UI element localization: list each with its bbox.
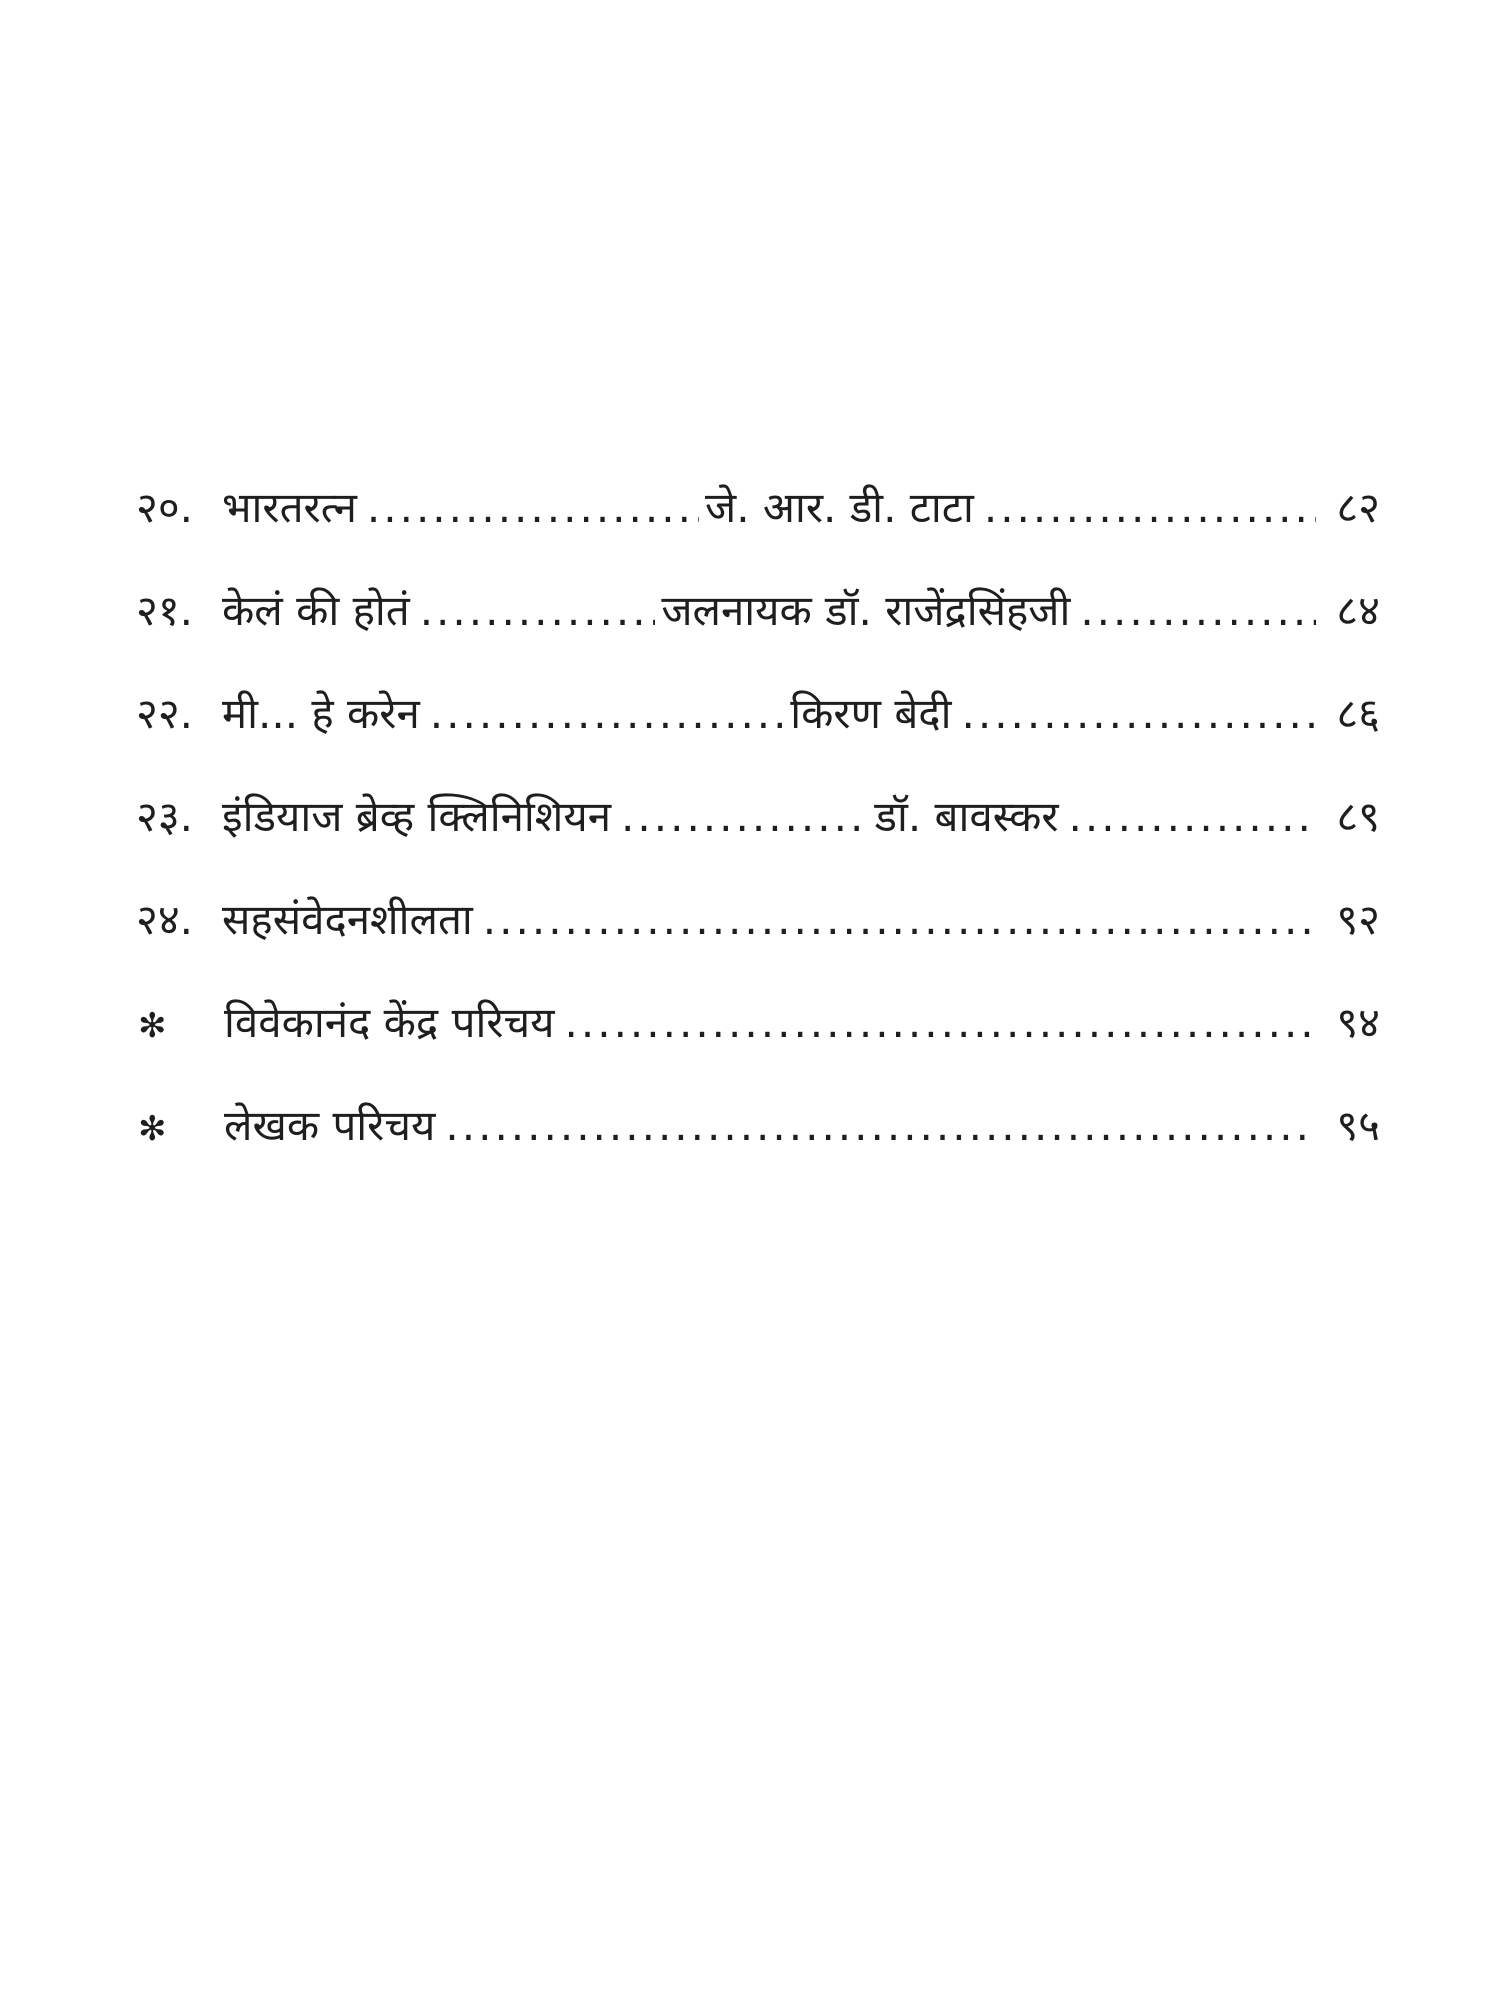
table-of-contents: [136, 478, 1380, 1199]
entry-page-number: ८४: [1336, 586, 1380, 635]
leader-dots: [357, 483, 699, 532]
entry-title: मी... हे करेन: [222, 689, 420, 738]
leader-dots: [435, 1101, 1316, 1150]
leader-dots: [473, 895, 1316, 944]
entry-number: २३.: [136, 792, 194, 841]
entry-title: इंडियाज ब्रेव्ह क्लिनिशियन: [222, 792, 612, 841]
toc-entry-21: [136, 581, 1380, 684]
entry-number: २०.: [136, 483, 194, 532]
leader-dots: [952, 689, 1317, 738]
entry-title: लेखक परिचय: [224, 1101, 436, 1150]
entry-page-number: ९५: [1336, 1101, 1380, 1150]
entry-page-number: ८९: [1336, 792, 1380, 841]
entry-author: जे. आर. डी. टाटा: [705, 483, 974, 532]
leader-dots: [1070, 586, 1316, 635]
toc-entry-author-intro: [136, 1096, 1380, 1199]
leader-dots: [410, 586, 656, 635]
toc-entry-vivekanand-kendra: [136, 993, 1380, 1096]
asterisk-bullet-icon: ✻: [138, 1109, 167, 1149]
leader-dots: [555, 998, 1316, 1047]
entry-title: सहसंवेदनशीलता: [222, 895, 473, 944]
entry-number: २१.: [136, 586, 194, 635]
leader-dots: [420, 689, 785, 738]
entry-author: किरण बेदी: [790, 689, 952, 738]
leader-dots: [974, 483, 1316, 532]
toc-entry-20: [136, 478, 1380, 581]
entry-title: विवेकानंद केंद्र परिचय: [224, 998, 555, 1047]
entry-number: २२.: [136, 689, 194, 738]
entry-title: केलं की होतं: [222, 586, 410, 635]
toc-entry-22: [136, 684, 1380, 787]
leader-dots: [611, 792, 868, 841]
entry-page-number: ८२: [1336, 483, 1380, 532]
entry-page-number: ९४: [1336, 998, 1380, 1047]
toc-entry-23: [136, 787, 1380, 890]
entry-author: जलनायक डॉ. राजेंद्रसिंहजी: [661, 586, 1071, 635]
entry-page-number: ९२: [1336, 895, 1380, 944]
leader-dots: [1059, 792, 1316, 841]
entry-author: डॉ. बावस्कर: [874, 792, 1059, 841]
entry-page-number: ८६: [1336, 689, 1380, 738]
entry-number: २४.: [136, 895, 194, 944]
entry-title: भारतरत्न: [222, 483, 357, 532]
toc-entry-24: [136, 890, 1380, 993]
asterisk-bullet-icon: ✻: [138, 1006, 167, 1046]
